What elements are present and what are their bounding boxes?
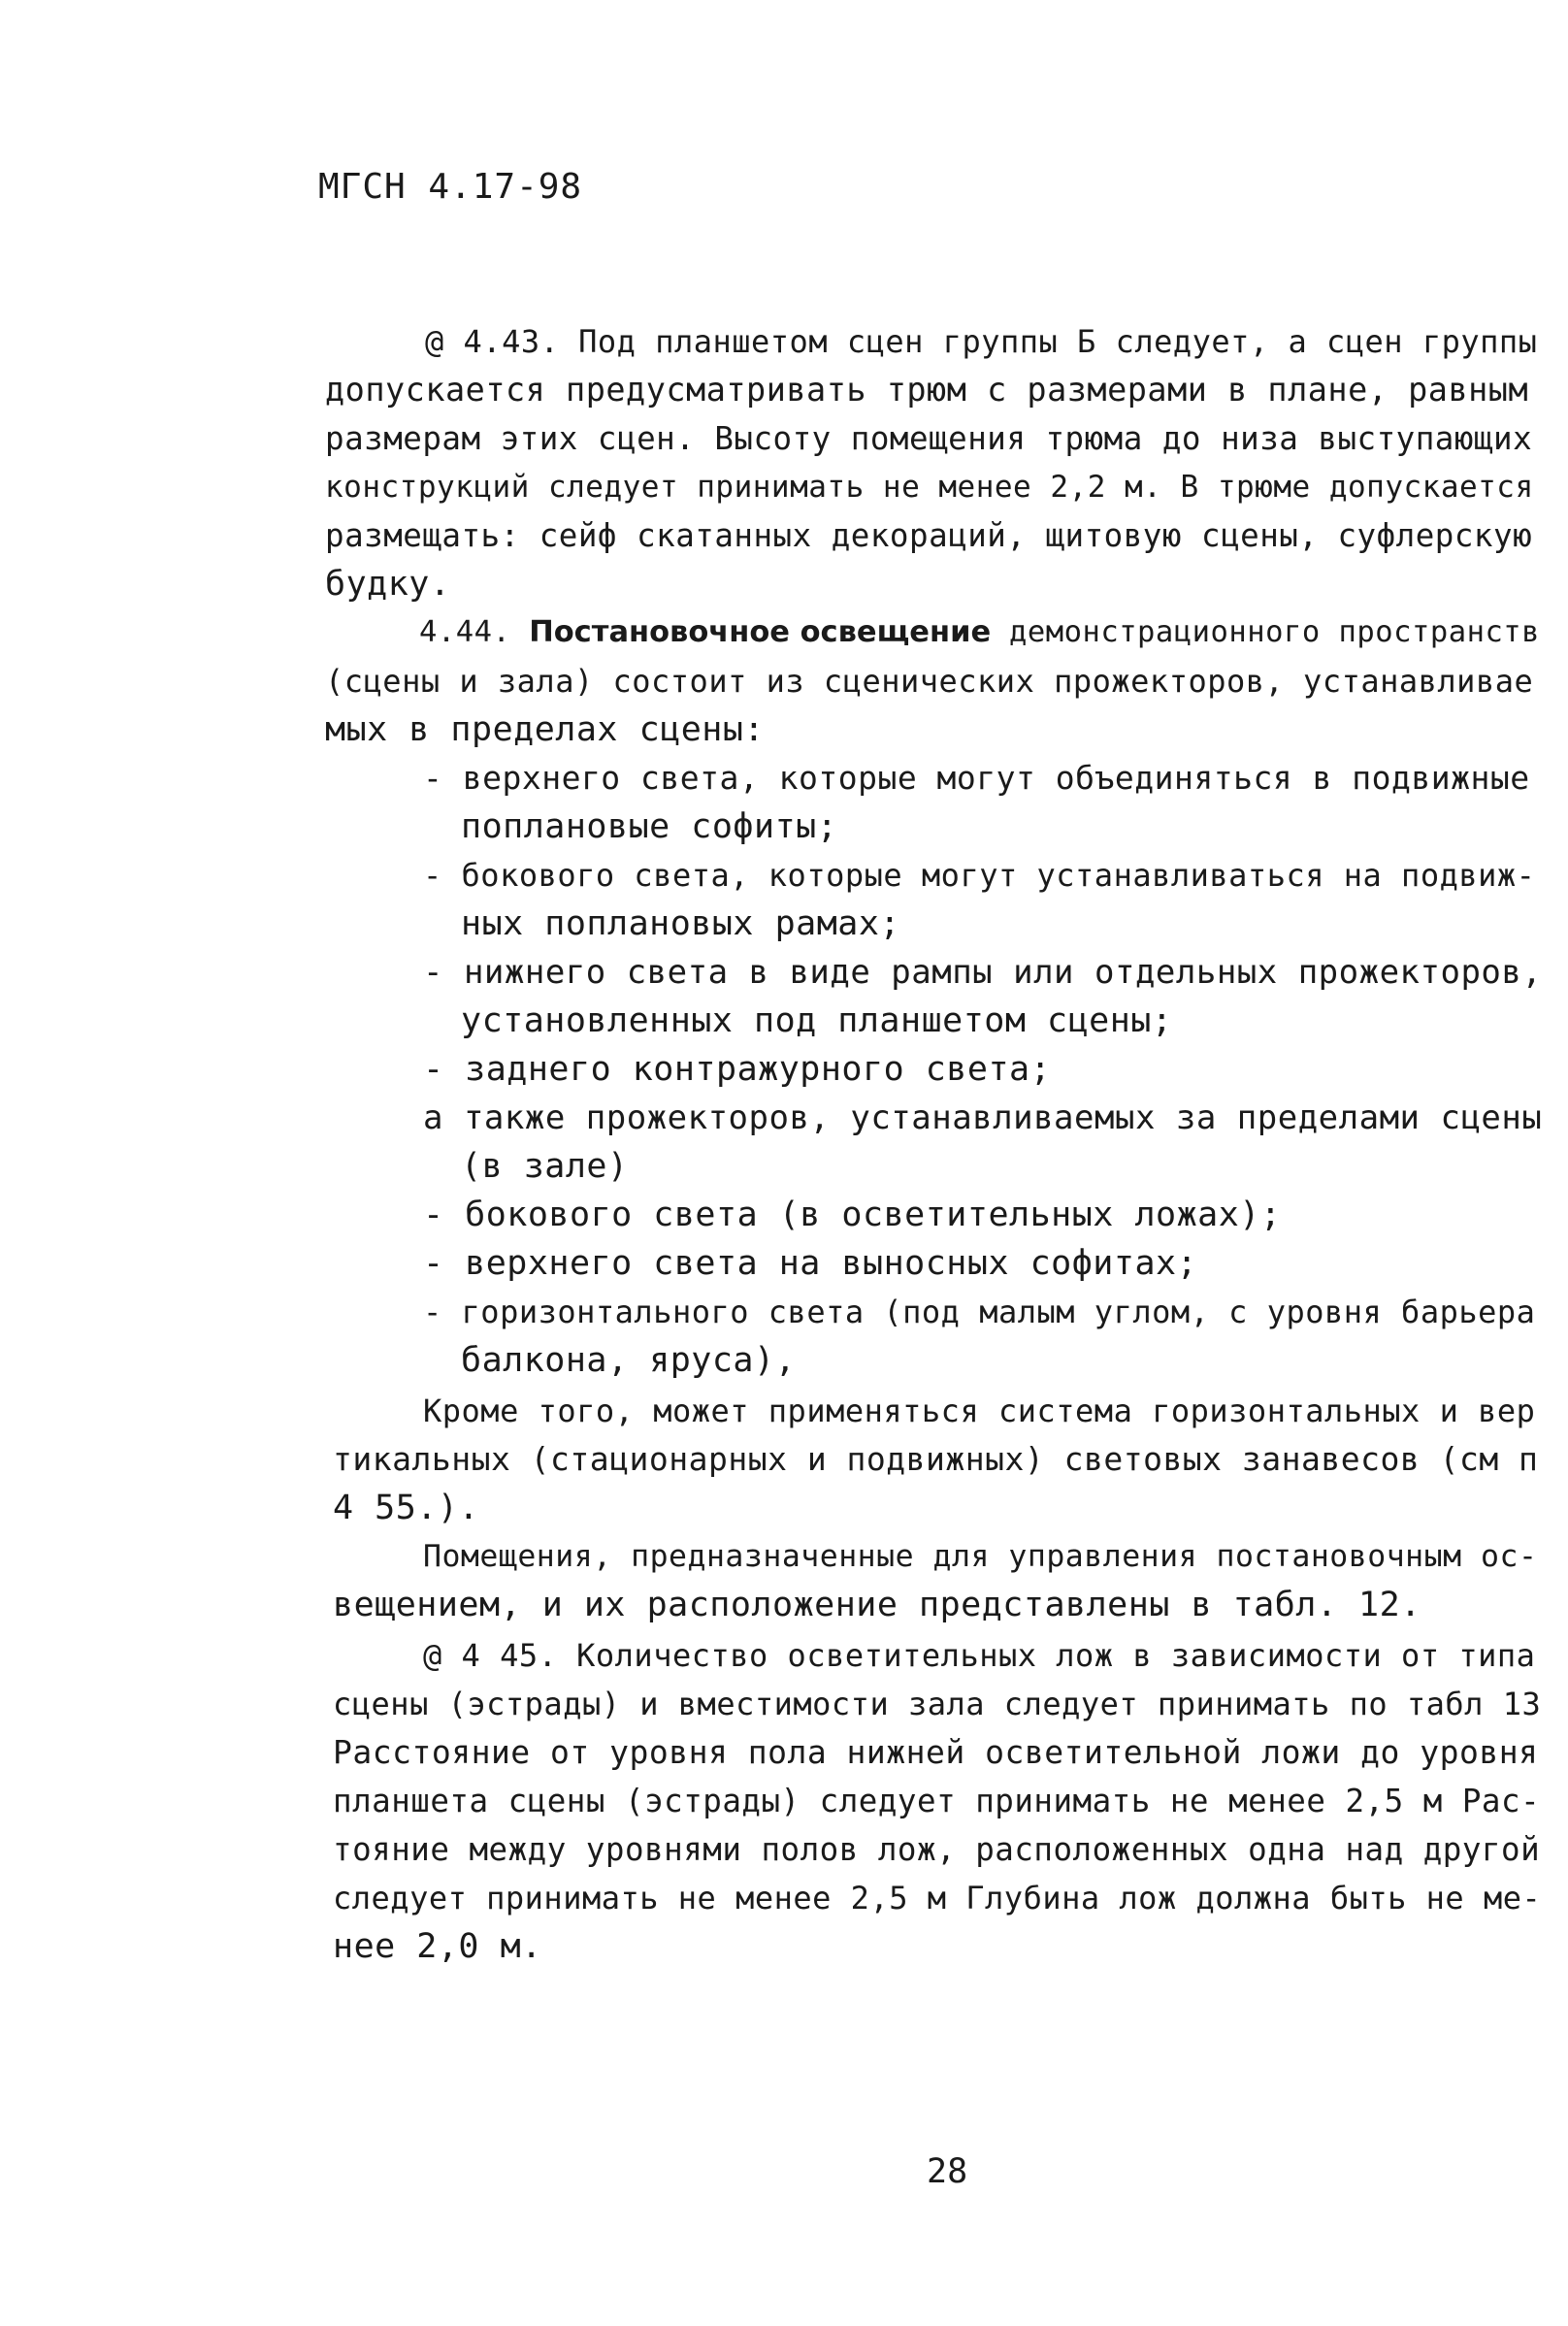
text-line: Расстояние от уровня пола нижней осветительной ложи до уровня — [333, 1733, 1539, 1771]
text-line: Кроме того, может применяться система горизонтальных и вер — [423, 1392, 1536, 1429]
text-line: размерам этих сцен. Высоту помещения трюма до низа выступающих — [325, 420, 1533, 457]
list-item: - бокового света, которые могут устанавливаться на подвиж- — [423, 857, 1536, 894]
list-item-continuation: поплановые софиты; — [461, 807, 838, 846]
text-line: мых в пределах сцены: — [325, 710, 766, 749]
list-item: - нижнего света в виде рампы или отдельных прожекторов, — [423, 953, 1543, 992]
text-line: @ 4.43. Под планшетом сцен группы Б следует, а сцен группы — [425, 323, 1538, 360]
text-fragment: демонстрационного пространств — [1009, 615, 1541, 649]
text-line: следует принимать не менее 2,5 м Глубина лож должна быть не ме- — [333, 1880, 1542, 1916]
list-item-continuation: (в зале) — [461, 1147, 629, 1186]
text-line: размещать: сейф скатанных декораций, щитовую сцены, суфлерскую — [325, 517, 1533, 554]
text-line: сцены (эстрады) и вместимости зала следует принимать по табл 13 — [333, 1686, 1542, 1722]
bold-term: Постановочное освещение — [529, 615, 992, 649]
list-item: - бокового света (в осветительных ложах); — [423, 1196, 1282, 1234]
list-item: - верхнего света, которые могут объединяться в подвижные — [423, 759, 1530, 797]
text-line: (сцены и зала) состоит из сценических прожекторов, устанавливае — [325, 663, 1534, 700]
list-item-continuation: установленных под планшетом сцены; — [461, 1001, 1173, 1040]
text-line — [419, 611, 1540, 654]
text-line: @ 4 45. Количество осветительных лож в зависимости от типа — [423, 1637, 1536, 1674]
text-line: конструкций следует принимать не менее 2,2 м. В трюме допускается — [325, 470, 1534, 505]
text-line: 4 55.). — [333, 1489, 480, 1527]
text-line: планшета сцены (эстрады) следует принимать не менее 2,5 м Рас- — [333, 1783, 1541, 1819]
document-code: МГСН 4.17-98 — [318, 167, 583, 207]
page-number: 28 — [927, 2152, 968, 2191]
list-item: - верхнего света на выносных софитах; — [423, 1244, 1198, 1283]
list-item: - заднего контражурного света; — [423, 1050, 1052, 1089]
list-item: а также прожекторов, устанавливаемых за пределами сцены — [423, 1098, 1543, 1137]
text-line: тояние между уровнями полов лож, расположенных одна над другой — [333, 1831, 1541, 1868]
text-line: допускается предусматривать трюм с размерами в плане, равным — [325, 371, 1529, 409]
list-item: - горизонтального света (под малым углом, с уровня барьера — [423, 1294, 1536, 1330]
section-number: 4.44. — [419, 615, 511, 649]
text-line: Помещения, предназначенные для управления постановочным ос- — [423, 1539, 1538, 1574]
text-line: будку. — [325, 565, 451, 604]
list-item-continuation: балкона, яруса), — [461, 1341, 797, 1380]
text-line: вещением, и их расположение представлены в табл. 12. — [333, 1586, 1421, 1624]
text-line: тикальных (стационарных и подвижных) световых занавесов (см п — [333, 1440, 1539, 1478]
text-line: нее 2,0 м. — [333, 1927, 542, 1966]
list-item-continuation: ных поплановых рамах; — [461, 904, 901, 943]
